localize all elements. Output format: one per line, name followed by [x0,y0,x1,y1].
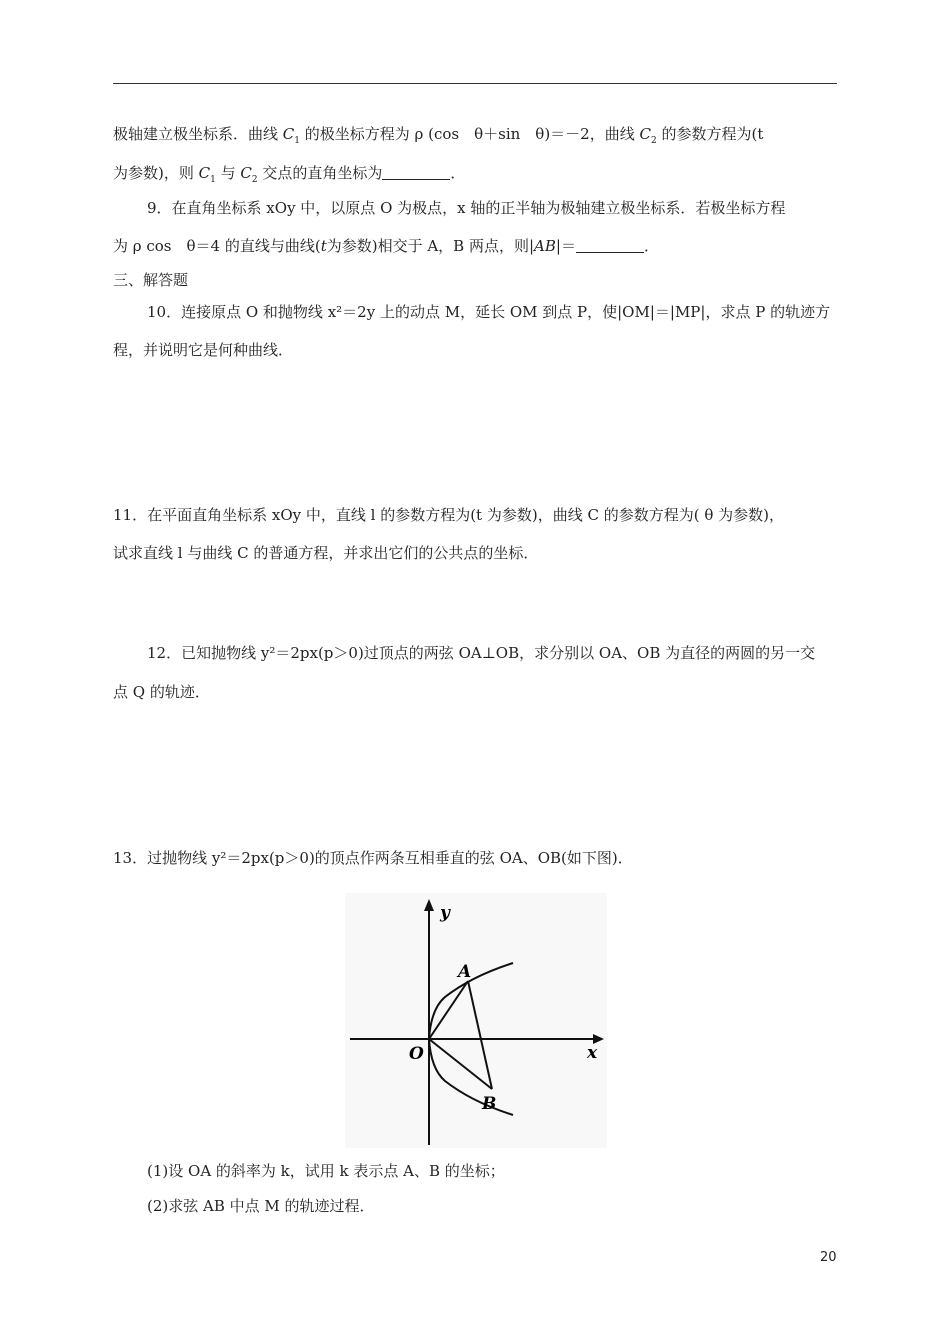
q13-sub-2: (2)求弦 AB 中点 M 的轨迹过程． [147,1197,375,1215]
q12-line-1: 12．已知抛物线 y²＝2px(p＞0)过顶点的两弦 OA⊥OB，求分别以 OA、OB 为直径的两圆的另一交 [147,644,816,662]
header-rule [113,83,837,84]
q13-line-1: 13．过抛物线 y²＝2px(p＞0)的顶点作两条互相垂直的弦 OA、OB(如下图)． [113,849,633,867]
page-number: 20 [820,1250,837,1265]
q9-line-1: 9．在直角坐标系 xOy 中，以原点 O 为极点，x 轴的正半轴为极轴建立极坐标系．若极坐标方程 [147,199,786,217]
label-x: x [587,1043,598,1063]
q11-line-1: 11．在平面直角坐标系 xOy 中，直线 l 的参数方程为(t 为参数)，曲线 C 的参数方程为( θ 为参数)， [113,506,784,524]
label-O: O [409,1044,424,1064]
label-y: y [440,903,450,923]
q10-line-2: 程，并说明它是何种曲线． [113,341,294,359]
q9-line-2: 为 ρ cos θ＝4 的直线与曲线(t为参数)相交于 A，B 两点，则|AB|＝ ． [113,237,659,255]
q12-line-2: 点 Q 的轨迹． [113,683,210,701]
label-B: B [482,1094,497,1114]
section-heading: 三、解答题 [113,271,189,289]
q10-line-1: 10．连接原点 O 和抛物线 x²＝2y 上的动点 M，延长 OM 到点 P，使|OM|＝|MP|，求点 P 的轨迹方 [147,303,831,321]
parabola-figure [345,893,607,1148]
q13-sub-1: (1)设 OA 的斜率为 k，试用 k 表示点 A、B 的坐标； [147,1162,505,1180]
q8-line-1: 极轴建立极坐标系．曲线 $C_1$ 的极坐标方程为 ρ (cos θ＋sin θ)＝－2，曲线 $C_2$ 的参数方程为(t [113,125,764,146]
label-A: A [458,962,472,982]
answer-blank [382,165,450,180]
answer-blank [576,238,644,253]
parabola-diagram [345,893,607,1148]
q11-line-2: 试求直线 l 与曲线 C 的普通方程，并求出它们的公共点的坐标． [113,544,539,562]
q8-line-2: 为参数)，则 $C_1$ 与 $C_2$ 交点的直角坐标为 ． [113,164,466,185]
y-axis-arrow [424,899,434,911]
